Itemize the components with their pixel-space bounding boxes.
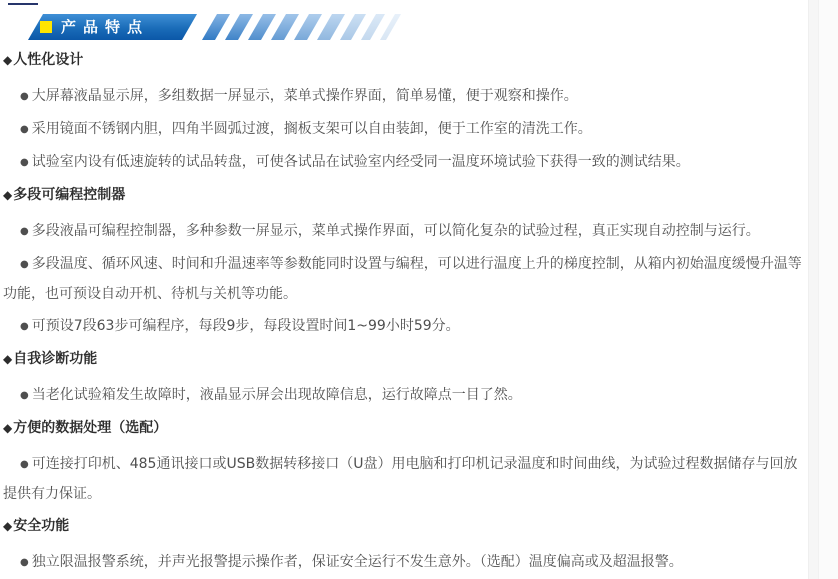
section-heading xyxy=(3,414,809,443)
yellow-square-icon xyxy=(40,21,52,33)
page-edge-gutter xyxy=(808,0,819,579)
feature-item-text: 可预设7段63步可编程序，每段9步，每段设置时间1~99小时59分。 xyxy=(31,318,460,334)
header-bar-content xyxy=(28,14,182,40)
section-items xyxy=(3,548,809,578)
feature-section xyxy=(3,46,809,178)
feature-item xyxy=(3,250,809,309)
feature-item xyxy=(3,148,809,178)
dot-bullet-icon: ● xyxy=(20,459,29,470)
feature-item xyxy=(3,312,809,342)
section-heading-label: 人性化设计 xyxy=(13,52,84,68)
section-heading xyxy=(3,345,809,374)
dot-bullet-icon: ● xyxy=(20,157,29,168)
feature-section xyxy=(3,512,809,578)
dot-bullet-icon: ● xyxy=(20,226,29,237)
feature-item-text: 当老化试验箱发生故障时，液晶显示屏会出现故障信息，运行故障点一目了然。 xyxy=(31,387,522,403)
feature-item xyxy=(3,548,809,578)
feature-item xyxy=(3,217,809,247)
dot-bullet-icon: ● xyxy=(20,557,29,568)
section-heading-label: 方便的数据处理（选配） xyxy=(13,420,168,436)
header-blue-bar xyxy=(28,14,197,40)
feature-item-text: 多段温度、循环风速、时间和升温速率等参数能同时设置与编程，可以进行温度上升的梯度控制，从箱内初始温度缓慢升温等功能，也可预设自动开机、待机与关机等功能。 xyxy=(3,256,802,302)
section-heading-label: 安全功能 xyxy=(13,518,70,534)
header-diagonal-stripes xyxy=(202,14,396,40)
diamond-bullet-icon: ◆ xyxy=(3,352,13,366)
dot-bullet-icon: ● xyxy=(20,91,29,102)
section-heading xyxy=(3,512,809,541)
dot-bullet-icon: ● xyxy=(20,124,29,135)
page-right-margin xyxy=(819,0,838,579)
diamond-bullet-icon: ◆ xyxy=(3,519,13,533)
feature-item-text: 独立限温报警系统，并声光报警提示操作者，保证安全运行不发生意外。（选配）温度偏高或及超温报警。 xyxy=(31,554,683,570)
feature-item xyxy=(3,381,809,411)
feature-item-text: 可连接打印机、485通讯接口或USB数据转移接口（U盘）用电脑和打印机记录温度和时间曲线，为试验过程数据储存与回放提供有力保证。 xyxy=(3,456,798,502)
section-heading-label: 自我诊断功能 xyxy=(13,351,98,367)
feature-item xyxy=(3,450,809,509)
dot-bullet-icon: ● xyxy=(20,259,29,270)
feature-item-text: 采用镜面不锈钢内胆，四角半圆弧过渡，搁板支架可以自由装卸，便于工作室的清洗工作。 xyxy=(31,121,592,137)
feature-item-text: 试验室内设有低速旋转的试品转盘，可使各试品在试验室内经受同一温度环境试验下获得一致的测试结果。 xyxy=(31,154,690,170)
feature-item-text: 多段液晶可编程控制器，多种参数一屏显示，菜单式操作界面，可以简化复杂的试验过程，真正实现自动控制与运行。 xyxy=(31,223,760,239)
diamond-bullet-icon: ◆ xyxy=(3,421,13,435)
dot-bullet-icon: ● xyxy=(20,390,29,401)
diamond-bullet-icon: ◆ xyxy=(3,188,13,202)
section-heading xyxy=(3,181,809,210)
feature-item-text: 大屏幕液晶显示屏，多组数据一屏显示，菜单式操作界面，简单易懂，便于观察和操作。 xyxy=(31,88,578,104)
feature-section xyxy=(3,181,809,342)
section-header-banner xyxy=(28,14,396,40)
section-items xyxy=(3,217,809,342)
feature-item xyxy=(3,115,809,145)
section-items xyxy=(3,82,809,178)
features-list xyxy=(3,46,809,579)
section-heading-label: 多段可编程控制器 xyxy=(13,187,126,203)
feature-section xyxy=(3,345,809,411)
feature-item xyxy=(3,82,809,112)
feature-section xyxy=(3,414,809,509)
dot-bullet-icon: ● xyxy=(20,321,29,332)
section-items xyxy=(3,381,809,411)
stripe-icon xyxy=(380,14,401,40)
diamond-bullet-icon: ◆ xyxy=(3,53,13,67)
top-edge-dash xyxy=(8,3,38,5)
page-title: 产品特点 xyxy=(61,18,150,36)
section-items xyxy=(3,450,809,509)
section-heading xyxy=(3,46,809,75)
